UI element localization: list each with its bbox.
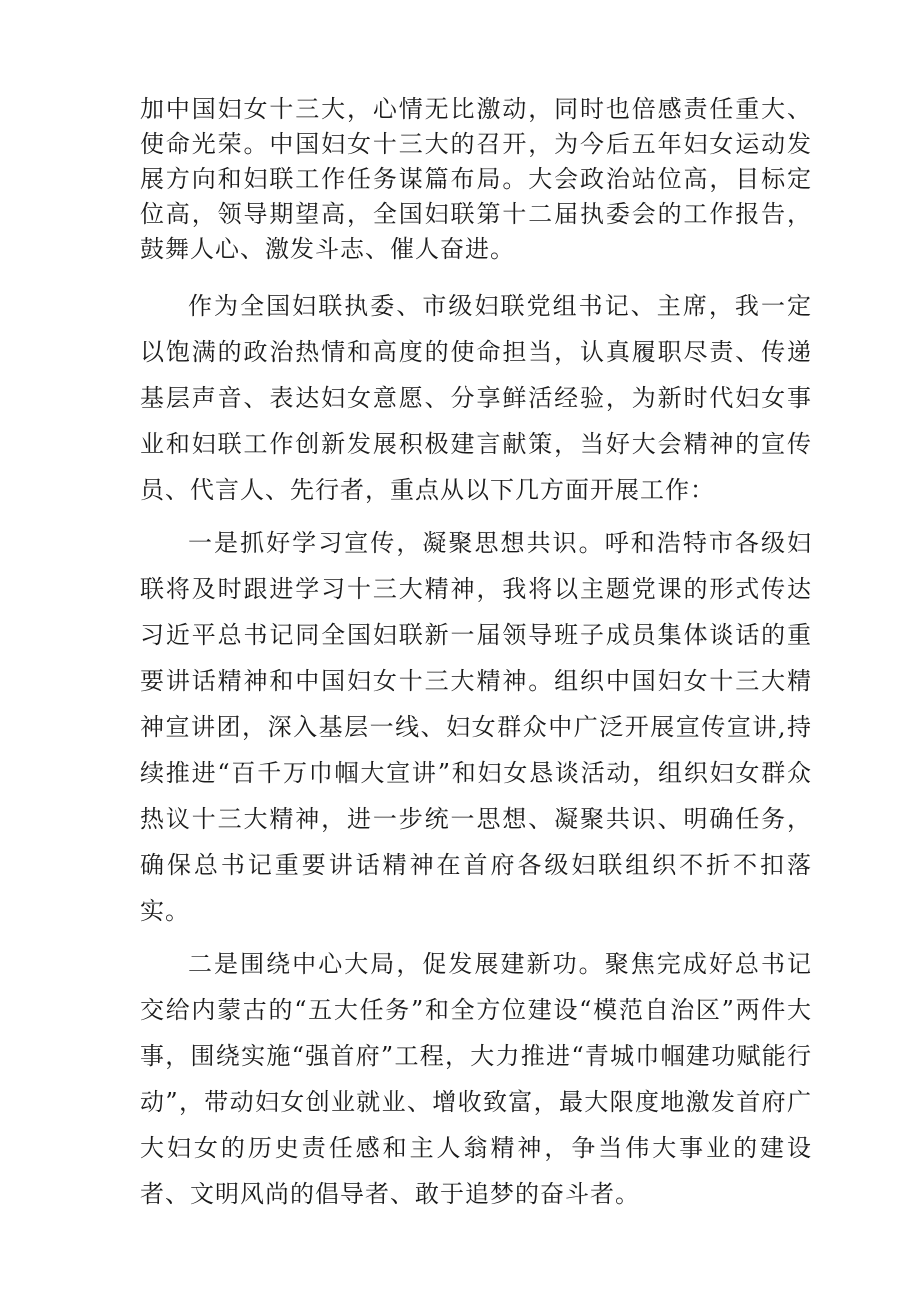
paragraph-2: 作为全国妇联执委、市级妇联党组书记、主席，我一定以饱满的政治热情和高度的使命担当，认真履职尽责、传递基层声音、表达妇女意愿、分享鲜活经验，为新时代妇女事业和妇联工作创新发展积极建言献策，当好大会精神的宣传员、代言人、先行者，重点从以下几方面开展工作： — [140, 292, 812, 504]
paragraph-3: 一是抓好学习宣传，凝聚思想共识。呼和浩特市各级妇联将及时跟进学习十三大精神，我将以主题党课的形式传达习近平总书记同全国妇联新一届领导班子成员集体谈话的重要讲话精神和中国妇女十三大精神。组织中国妇女十三大精神宣讲团，深入基层一线、妇女群众中广泛开展宣传宣讲,持续推进“百千万巾帼大宣讲”和妇女恳谈活动，组织妇女群众热议十三大精神，进一步统一思想、凝聚共识、明确任务，确保总书记重要讲话精神在首府各级妇联组织不折不扣落实。 — [140, 529, 812, 925]
paragraph-1: 加中国妇女十三大，心情无比激动，同时也倍感责任重大、使命光荣。中国妇女十三大的召开，为今后五年妇女运动发展方向和妇联工作任务谋篇布局。大会政治站位高，目标定位高，领导期望高，全国妇联第十二届执委会的工作报告，鼓舞人心、激发斗志、催人奋进。 — [140, 95, 812, 263]
document-body — [140, 92, 812, 1224]
paragraph-4: 二是围绕中心大局，促发展建新功。聚焦完成好总书记交给内蒙古的“五大任务”和全方位建设“模范自治区”两件大事，围绕实施“强首府”工程，大力推进“青城巾帼建功赋能行动”，带动妇女创业就业、增收致富，最大限度地激发首府广大妇女的历史责任感和主人翁精神，争当伟大事业的建设者、文明风尚的倡导者、敢于追梦的奋斗者。 — [140, 950, 812, 1208]
